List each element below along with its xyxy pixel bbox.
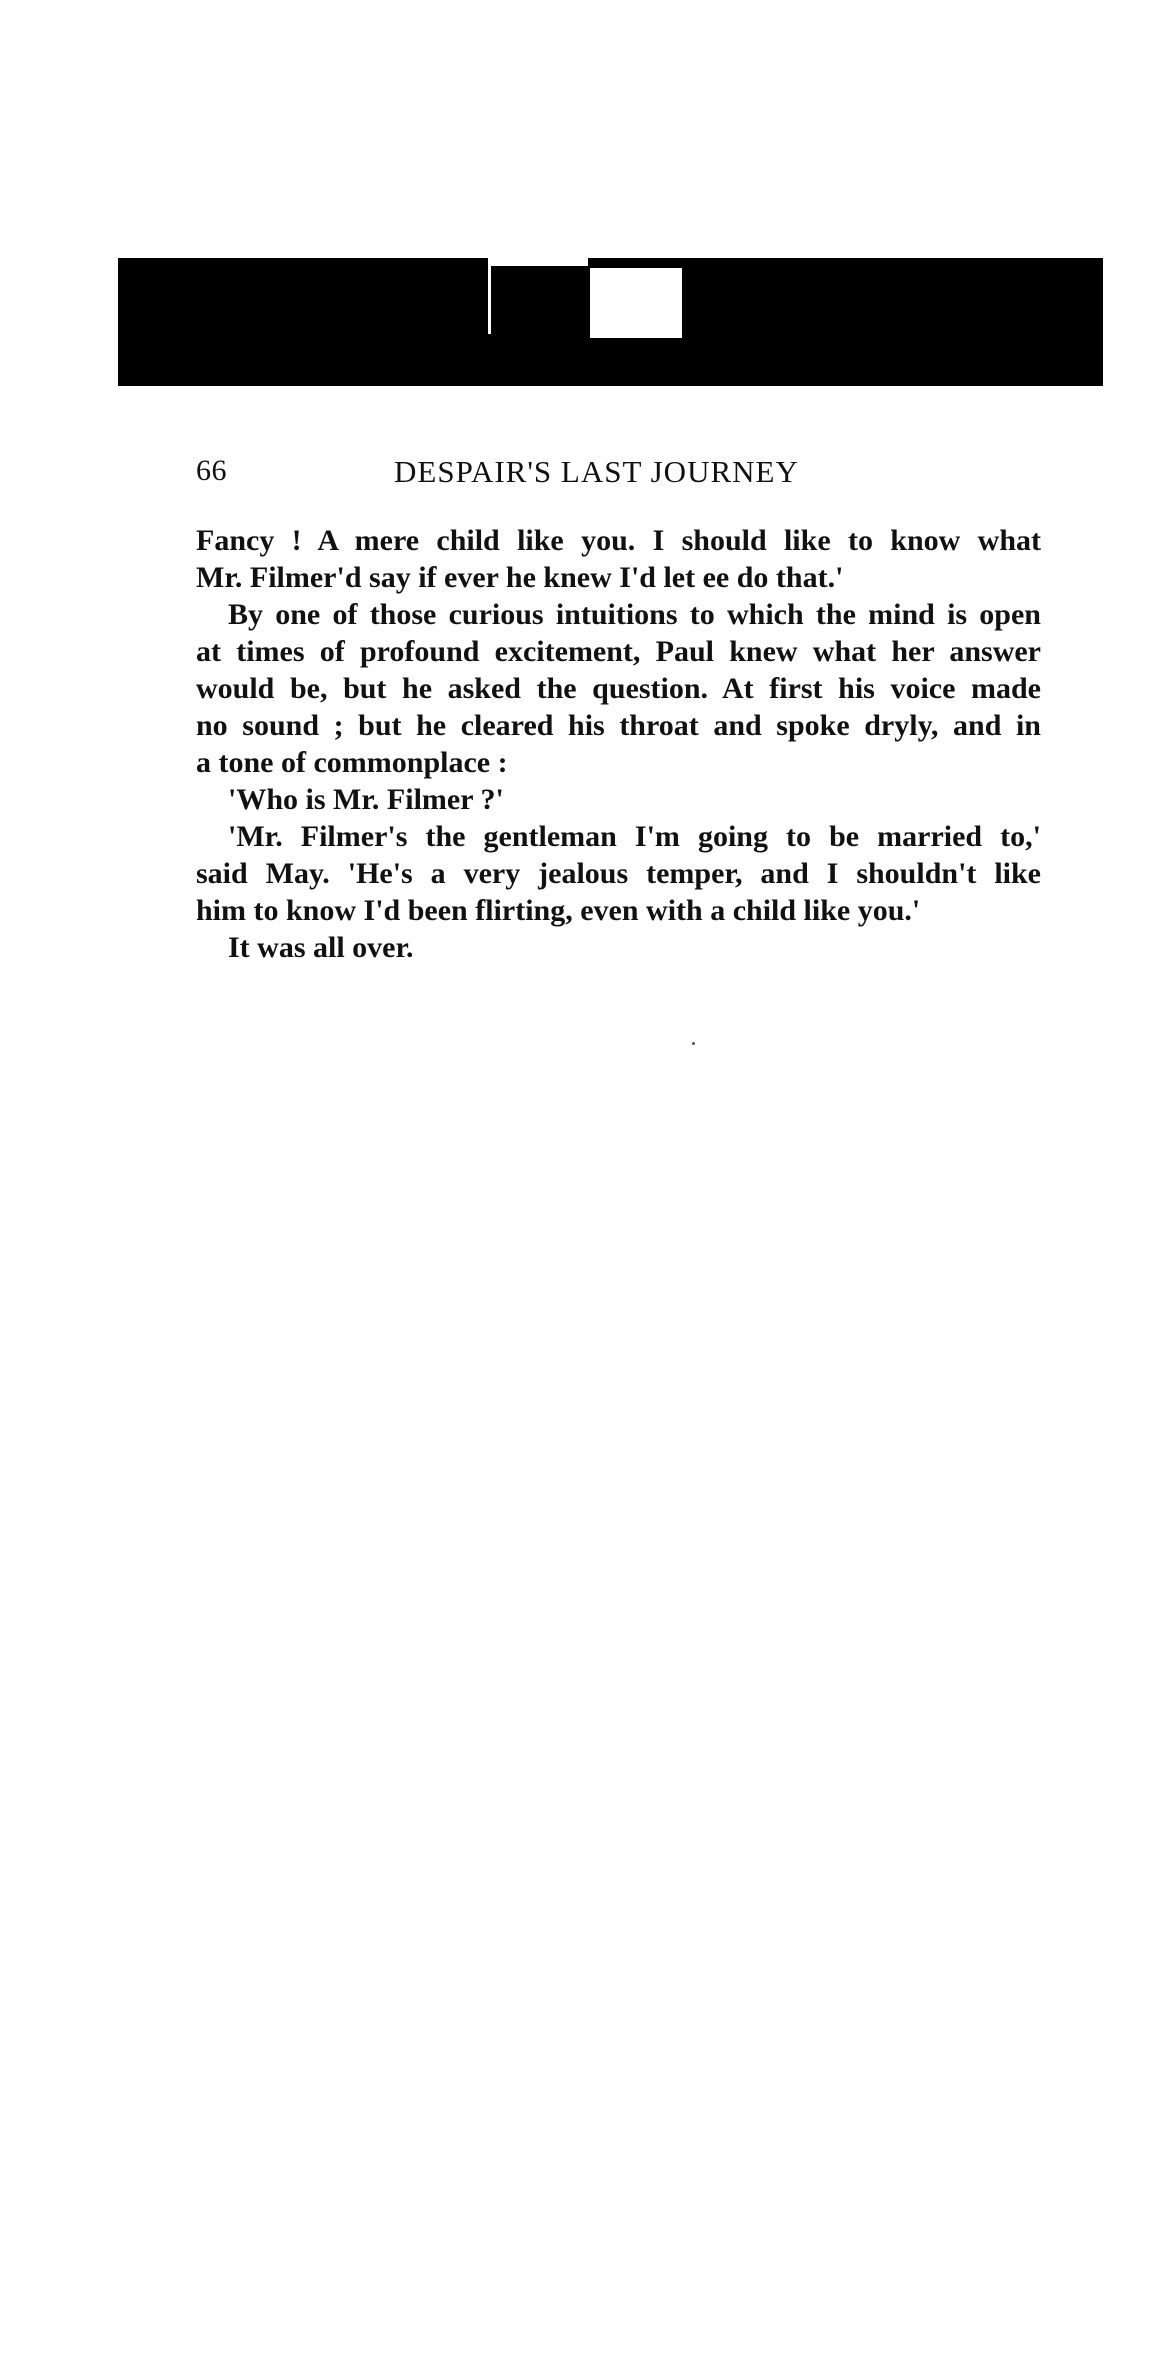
text-line: would be, but he asked the question. At first his voice made: [196, 672, 1041, 705]
text-line: Fancy ! A mere child like you. I should like to know what: [196, 524, 1041, 557]
text-line: no sound ; but he cleared his throat and spoke dryly, and in: [196, 709, 1041, 742]
body-text: [196, 522, 1041, 966]
scan-notch-hairline: [488, 258, 491, 334]
text-line: a tone of commonplace :: [196, 746, 508, 779]
scan-redaction-bar: [118, 258, 1103, 386]
text-line: him to know I'd been flirting, even with a child like you.': [196, 894, 921, 927]
page-number: 66: [196, 454, 227, 487]
text-line: It was all over.: [228, 931, 414, 964]
running-head: [196, 438, 1041, 492]
text-line: at times of profound excitement, Paul knew what her answer: [196, 635, 1041, 668]
text-line: Mr. Filmer'd say if ever he knew I'd let ee do that.': [196, 561, 844, 594]
scan-notch-tab: [590, 268, 682, 338]
scan-notch-sliver: [490, 258, 588, 266]
book-page: [196, 438, 1041, 966]
text-line: 'Who is Mr. Filmer ?': [228, 783, 504, 816]
text-line: By one of those curious intuitions to which the mind is open: [228, 598, 1041, 631]
running-title: DESPAIR'S LAST JOURNEY: [394, 454, 799, 489]
text-line: 'Mr. Filmer's the gentleman I'm going to be married to,': [228, 820, 1041, 853]
text-line: said May. 'He's a very jealous temper, and I shouldn't like: [196, 857, 1041, 890]
scan-speck: [692, 1042, 695, 1045]
